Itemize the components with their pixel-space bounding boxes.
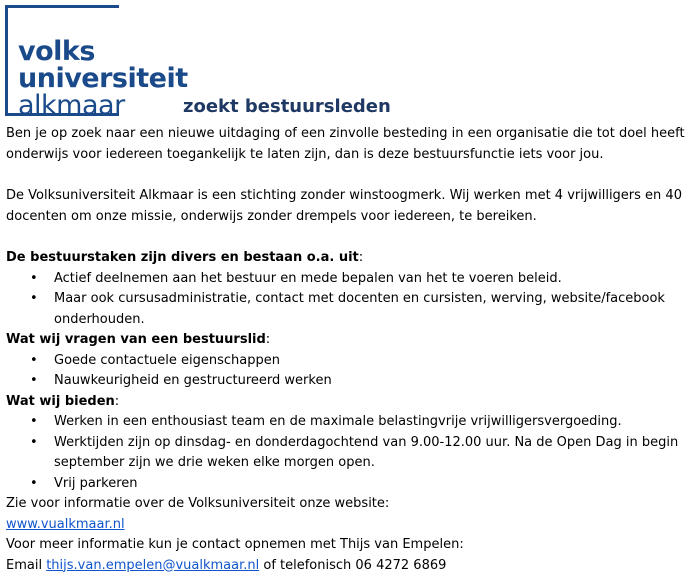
tasks-list	[6, 269, 690, 331]
list-item	[6, 474, 690, 495]
list-item-text: Actief deelnemen aan het bestuur en mede bepalen van het te voeren beleid.	[54, 271, 562, 286]
page-title: zoekt bestuursleden	[183, 96, 391, 117]
bullet-icon: •	[30, 351, 38, 372]
list-item	[6, 412, 690, 433]
email-label: Email	[6, 558, 46, 573]
website-link[interactable]: www.vualkmaar.nl	[6, 517, 125, 532]
offer-heading: Wat wij bieden	[6, 394, 115, 409]
bullet-icon: •	[30, 412, 38, 433]
intro-paragraph: Ben je op zoek naar een nieuwe uitdaging of een zinvolle besteding in een organisatie die tot doel heeft onderwijs voor iedereen toegankelijk te laten zijn, dan is deze bestuursfunctie iets voor jou.	[6, 124, 690, 165]
list-item	[6, 351, 690, 372]
list-item-text: Maar ook cursusadministratie, contact met docenten en cursisten, werving, website/facebook onderhouden.	[54, 291, 665, 327]
list-item	[6, 433, 690, 474]
email-link[interactable]: thijs.van.empelen@vualkmaar.nl	[46, 558, 259, 573]
bullet-icon: •	[30, 269, 38, 290]
contact-line	[6, 556, 690, 576]
bullet-icon: •	[30, 433, 38, 454]
logo	[5, 5, 119, 116]
ask-heading-line: Wat wij vragen van een bestuurslid:	[6, 330, 690, 351]
list-item	[6, 371, 690, 392]
bullet-icon: •	[30, 474, 38, 495]
bullet-icon: •	[30, 371, 38, 392]
logo-text-alkmaar: alkmaar	[18, 90, 125, 121]
list-item	[6, 289, 690, 330]
about-paragraph: De Volksuniversiteit Alkmaar is een stichting zonder winstoogmerk. Wij werken met 4 vrijwilligers en 40 docenten om onze missie, onderwijs zonder drempels voor iedereen, te bereiken.	[6, 186, 690, 227]
list-item-text: Werktijden zijn op dinsdag- en donderdagochtend van 9.00-12.00 uur. Na de Open Dag in begin september zijn we drie weken elke morgen open.	[54, 435, 678, 471]
list-item-text: Werken in een enthousiast team en de maximale belastingvrije vrijwilligersvergoeding.	[54, 414, 622, 429]
list-item-text: Vrij parkeren	[54, 476, 138, 491]
list-item-text: Nauwkeurigheid en gestructureerd werken	[54, 373, 332, 388]
ask-heading: Wat wij vragen van een bestuurslid	[6, 332, 266, 347]
list-item	[6, 269, 690, 290]
ask-list	[6, 351, 690, 392]
bullet-icon: •	[30, 289, 38, 310]
offer-list	[6, 412, 690, 494]
logo-text-volks: volks	[18, 36, 95, 67]
contact-text: Voor meer informatie kun je contact opnemen met Thijs van Empelen:	[6, 535, 690, 556]
tasks-heading: De bestuurstaken zijn divers en bestaan o.a. uit	[6, 250, 359, 265]
offer-heading-line: Wat wij bieden:	[6, 392, 690, 413]
list-item-text: Goede contactuele eigenschappen	[54, 353, 280, 368]
phone-text: of telefonisch 06 4272 6869	[259, 558, 446, 573]
website-text: Zie voor informatie over de Volksuniversiteit onze website:	[6, 494, 690, 515]
logo-text-universiteit: universiteit	[18, 63, 188, 94]
document-body	[6, 124, 690, 576]
tasks-heading-line: De bestuurstaken zijn divers en bestaan o.a. uit:	[6, 248, 690, 269]
